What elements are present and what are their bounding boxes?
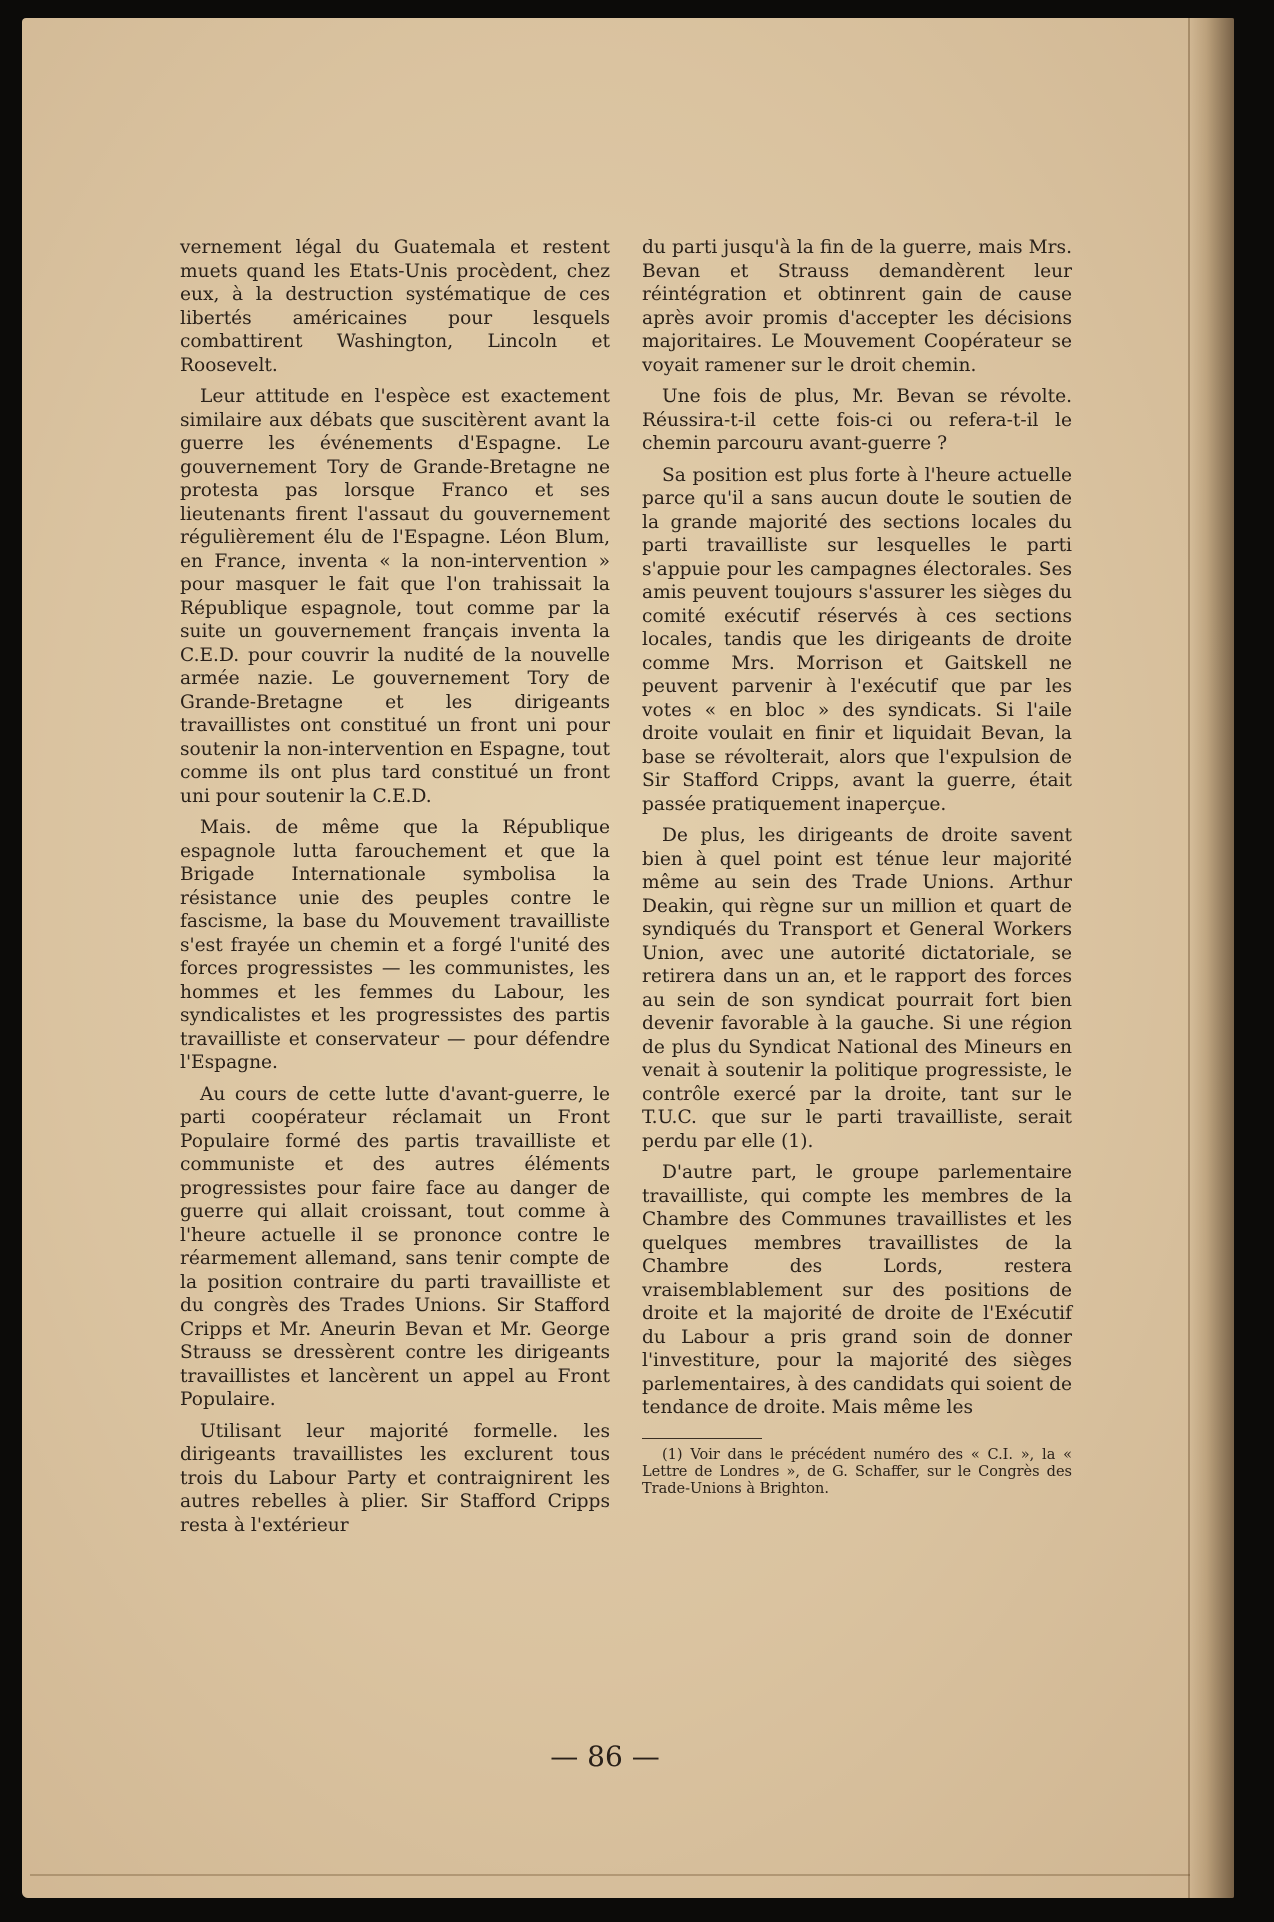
paragraph: du parti jusqu'à la fin de la guerre, mais Mrs. Bevan et Strauss demandèrent leur réintégration et obtinrent gain de cause après avoir promis d'accepter les décisions majoritaires. Le Mouvement Coopérateur se voyait ramener sur le droit chemin. (642, 237, 1072, 376)
left-text-column (180, 236, 610, 1545)
paragraph: Utilisant leur majorité formelle. les dirigeants travaillistes les exclurent tous trois du Labour Party et contraignirent les autres rebelles à plier. Sir Stafford Cripps resta à l'extérieur (180, 1420, 610, 1536)
paragraph: Sa position est plus forte à l'heure actuelle parce qu'il a sans aucun doute le soutien de la grande majorité des sections locales du parti travailliste sur lesquelles le parti s'appuie pour les campagnes électorales. Ses amis peuvent toujours s'assurer les sièges du comité exécutif réservés à ces sections locales, tandis que les dirigeants de droite comme Mrs. Morrison et Gaitskell ne peuvent parvenir à l'exécutif que par les votes « en bloc » des syndicats. Si l'aile droite voulait en finir et liquidait Bevan, la base se révolterait, alors que l'expulsion de Sir Stafford Cripps, avant la guerre, était passée pratiquement inaperçue. (642, 464, 1072, 815)
paragraph: D'autre part, le groupe parlementaire travailliste, qui compte les membres de la Chambre des Communes travaillistes et les quelques membres travaillistes de la Chambre des Lords, restera vraisemblablement sur des positions de droite et la majorité de droite de l'Exécutif du Labour a pris grand soin de donner l'investiture, pour la majorité des sièges parlementaires, à des candidats qui soient de tendance de droite. Mais même les (642, 1162, 1072, 1418)
paragraph: Leur attitude en l'espèce est exactement similaire aux débats que suscitèrent avant la guerre les événements d'Espagne. Le gouvernement Tory de Grande-Bretagne ne protesta pas lorsque Franco et ses lieutenants firent l'assaut du gouvernement régulièrement élu de l'Espagne. Léon Blum, en France, inventa « la non-intervention » pour masquer le fait que l'on trahissait la République espagnole, tout comme par la suite un gouvernement français inventa la C.E.D. pour couvrir la nudité de la nouvelle armée nazie. Le gouvernement Tory de Grande-Bretagne et les dirigeants travaillistes ont constitué un front uni pour soutenir la non-intervention en Espagne, tout comme ils ont plus tard constitué un front uni pour soutenir la C.E.D. (180, 386, 610, 807)
right-text-column (642, 236, 1072, 1506)
book-page (22, 18, 1234, 1898)
paragraph: Au cours de cette lutte d'avant-guerre, le parti coopérateur réclamait un Front Populaire formé des partis travailliste et communiste et des autres éléments progressistes pour faire face au danger de guerre qui allait croissant, tout comme à l'heure actuelle il se prononce contre le réarmement allemand, sans tenir compte de la position contraire du parti travailliste et du congrès des Trades Unions. Sir Stafford Cripps et Mr. Aneurin Bevan et Mr. George Strauss se dressèrent contre les dirigeants travaillistes et lancèrent un appel au Front Populaire. (180, 1083, 610, 1410)
page-number: — 86 — (550, 1740, 660, 1773)
page-gutter-shadow (1188, 18, 1234, 1898)
footnote: (1) Voir dans le précédent numéro des « C.I. », la « Lettre de Londres », de G. Schaffer, sur le Congrès des Trade-Unions à Brighton. (642, 1446, 1072, 1497)
footnote-divider (642, 1438, 762, 1439)
paragraph: Mais. de même que la République espagnole lutta farouchement et que la Brigade Internationale symbolisa la résistance unie des peuples contre le fascisme, la base du Mouvement travailliste s'est frayée un chemin et a forgé l'unité des forces progressistes — les communistes, les hommes et les femmes du Labour, les syndicalistes et les progressistes des partis travailliste et conservateur — pour défendre l'Espagne. (180, 817, 610, 1073)
bottom-edge-line (30, 1874, 1190, 1876)
paragraph: Une fois de plus, Mr. Bevan se révolte. Réussira-t-il cette fois-ci ou refera-t-il le chemin parcouru avant-guerre ? (642, 386, 1072, 454)
paragraph: De plus, les dirigeants de droite savent bien à quel point est ténue leur majorité même au sein des Trade Unions. Arthur Deakin, qui règne sur un million et quart de syndiqués du Transport et General Workers Union, avec une autorité dictatoriale, se retirera dans un an, et le rapport des forces au sein de son syndicat pourrait fort bien devenir favorable à la gauche. Si une région de plus du Syndicat National des Mineurs en venait à soutenir la politique progressiste, le contrôle exercé par la droite, tant sur le T.U.C. que sur le parti travailliste, serait perdu par elle (1). (642, 825, 1072, 1152)
page-fold-line (1188, 18, 1190, 1898)
paragraph: vernement légal du Guatemala et restent muets quand les Etats-Unis procèdent, chez eux, à la destruction systématique de ces libertés américaines pour lesquels combattirent Washington, Lincoln et Roosevelt. (180, 237, 610, 376)
